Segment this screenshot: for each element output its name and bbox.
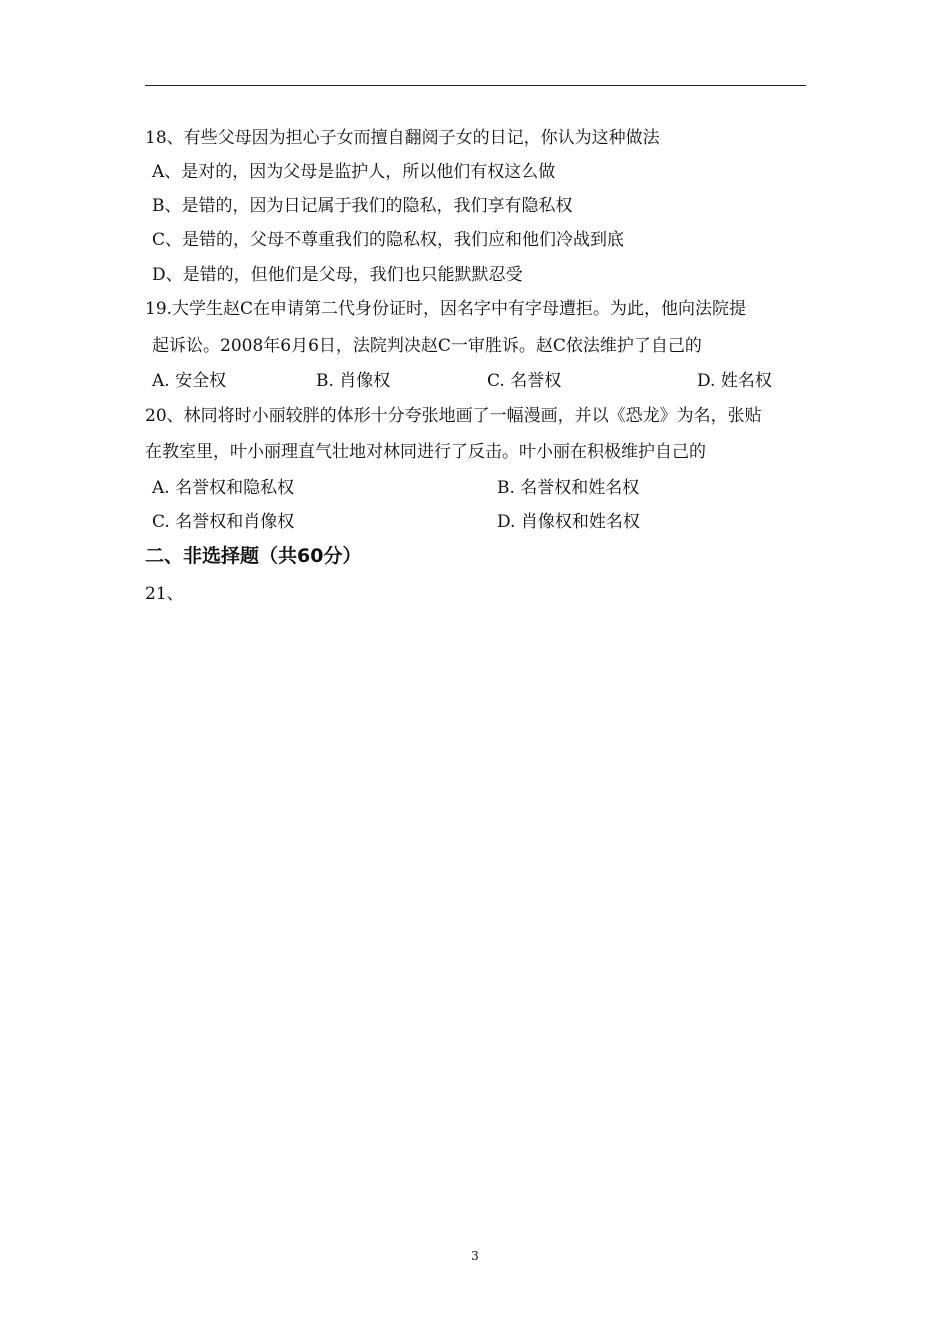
- question-19-option-c: C. 名誉权: [487, 371, 562, 391]
- question-18-stem: 18、有些父母因为担心子女而擅自翻阅子女的日记，你认为这种做法: [145, 128, 660, 148]
- page-number: 3: [471, 1249, 479, 1263]
- question-19-option-b: B. 肖像权: [316, 371, 391, 391]
- question-21-label: 21、: [145, 584, 184, 604]
- question-18-option-b: B、是错的，因为日记属于我们的隐私，我们享有隐私权: [152, 196, 573, 216]
- question-20-option-a: A. 名誉权和隐私权: [152, 478, 295, 498]
- question-19-option-a: A. 安全权: [152, 371, 227, 391]
- question-20-option-b: B. 名誉权和姓名权: [497, 478, 640, 498]
- question-20-stem-line2: 在教室里，叶小丽理直气壮地对林同进行了反击。叶小丽在积极维护自己的: [145, 442, 706, 462]
- question-19-stem-line2: 起诉讼。2008年6月6日，法院判决赵C一审胜诉。赵C依法维护了自己的: [152, 336, 702, 356]
- question-18-option-a: A、是对的，因为父母是监护人，所以他们有权这么做: [152, 162, 556, 182]
- question-20-option-d: D. 肖像权和姓名权: [497, 512, 640, 532]
- question-18-option-d: D、是错的，但他们是父母，我们也只能默默忍受: [152, 265, 523, 285]
- question-18-option-c: C、是错的，父母不尊重我们的隐私权，我们应和他们冷战到底: [152, 230, 625, 250]
- question-20-stem-line1: 20、林同将时小丽较胖的体形十分夸张地画了一幅漫画，并以《恐龙》为名，张贴: [145, 406, 762, 426]
- section-2-heading: 二、非选择题（共60分）: [145, 545, 362, 567]
- header-rule: [145, 85, 806, 86]
- question-19-stem-line1: 19.大学生赵C在申请第二代身份证时，因名字中有字母遭拒。为此，他向法院提: [145, 299, 747, 319]
- question-20-option-c: C. 名誉权和肖像权: [152, 512, 295, 532]
- question-19-option-d: D. 姓名权: [697, 371, 772, 391]
